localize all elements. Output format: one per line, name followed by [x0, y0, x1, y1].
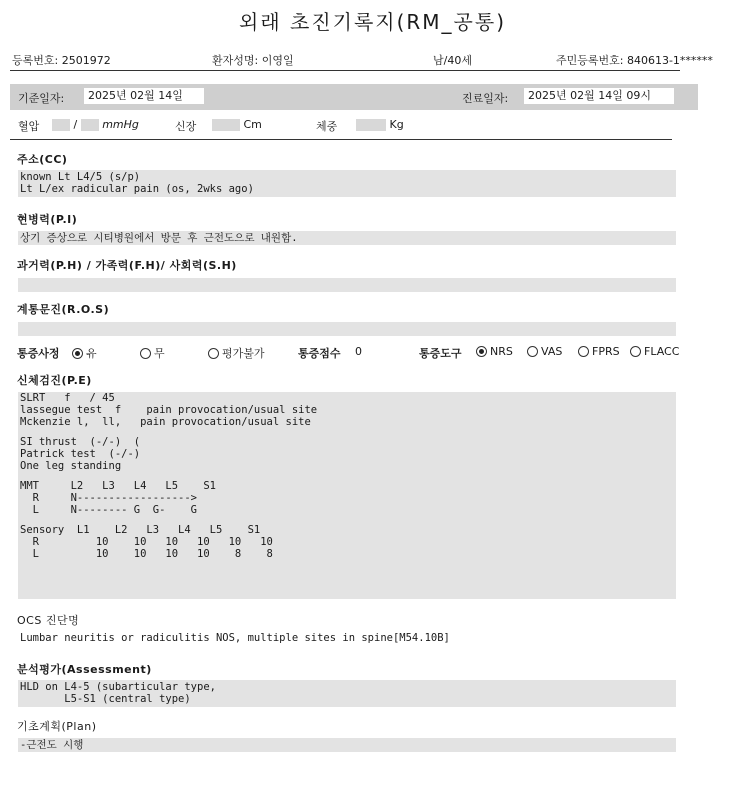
pe-line: MMT L2 L3 L4 L5 S1	[20, 480, 216, 492]
assessment-line-1: HLD on L4-5 (subarticular type,	[20, 681, 216, 693]
bp-unit: mmHg	[102, 118, 139, 131]
base-date-label: 기준일자:	[18, 92, 65, 105]
pain-option-unassessable[interactable]: 평가불가	[208, 345, 265, 361]
patient-name: 환자성명: 이영일	[212, 54, 294, 67]
height-field	[212, 118, 262, 131]
height-unit: Cm	[243, 118, 262, 131]
plan-box	[18, 738, 676, 752]
radio-unchecked-icon	[630, 346, 641, 357]
assessment-line-2: L5-S1 (central type)	[20, 693, 191, 705]
base-date-value: 2025년 02월 14일	[84, 88, 204, 104]
header-divider	[10, 70, 680, 71]
height-label: 신장	[175, 120, 197, 133]
vitals-divider	[10, 139, 672, 140]
radio-unchecked-icon	[140, 348, 151, 359]
pe-line: SI thrust (-/-) (	[20, 436, 141, 448]
pain-option-no[interactable]: 무	[140, 345, 165, 361]
pe-line: lassegue test f pain provocation/usual site	[20, 404, 318, 416]
visit-date-value: 2025년 02월 14일 09시	[524, 88, 674, 104]
pain-score-label: 통증점수	[298, 347, 341, 360]
blood-pressure-field	[52, 118, 139, 131]
pe-spacer	[20, 516, 317, 524]
pain-label: 통증사정	[17, 347, 60, 360]
pe-line: One leg standing	[20, 460, 122, 472]
pain-tool-fprs[interactable]: FPRS	[578, 345, 620, 358]
visit-date-label: 진료일자:	[462, 92, 509, 105]
page-title: 외래 초진기록지(RM_공통)	[239, 10, 506, 34]
pe-line: Mckenzie l, ll, pain provocation/usual site	[20, 416, 311, 428]
date-bar	[10, 84, 698, 110]
pe-line: R N------------------>	[20, 492, 198, 504]
registration-number: 등록번호: 2501972	[12, 54, 111, 67]
pain-score-value: 0	[355, 345, 362, 358]
history-box	[18, 278, 676, 292]
pe-line: Patrick test (-/-)	[20, 448, 141, 460]
ocs-text: Lumbar neuritis or radiculitis NOS, multiple sites in spine[M54.10B]	[20, 632, 450, 644]
pe-spacer	[20, 428, 317, 436]
pi-heading: 현병력(P.I)	[17, 213, 78, 226]
pain-tool-nrs[interactable]: NRS	[476, 345, 513, 358]
cc-heading: 주소(CC)	[17, 153, 68, 166]
cc-line-2: Lt L/ex radicular pain (os, 2wks ago)	[20, 183, 254, 195]
radio-checked-icon	[72, 348, 83, 359]
pain-tool-vas[interactable]: VAS	[527, 345, 562, 358]
plan-text: -근전도 시행	[20, 739, 84, 751]
pe-line: Sensory L1 L2 L3 L4 L5 S1	[20, 524, 261, 536]
pe-line: L N-------- G G- G	[20, 504, 198, 516]
cc-line-1: known Lt L4/5 (s/p)	[20, 171, 141, 183]
pain-option-yes[interactable]: 유	[72, 345, 97, 361]
radio-unchecked-icon	[578, 346, 589, 357]
sex-age: 남/40세	[433, 54, 472, 67]
bp-separator: /	[73, 118, 78, 131]
weight-label: 체중	[316, 120, 338, 133]
resident-number: 주민등록번호: 840613-1******	[556, 54, 713, 67]
ros-box	[18, 322, 676, 336]
pe-content	[20, 392, 317, 560]
pe-line: SLRT f / 45	[20, 392, 115, 404]
pain-tool-flacc[interactable]: FLACC	[630, 345, 679, 358]
pe-line: R 10 10 10 10 10 10	[20, 536, 273, 548]
ros-heading: 계통문진(R.O.S)	[17, 303, 110, 316]
blood-pressure-label: 혈압	[18, 120, 40, 133]
ocs-heading: OCS 진단명	[17, 614, 80, 627]
pi-text: 상기 증상으로 시티병원에서 방문 후 근전도으로 내원함.	[20, 232, 298, 244]
pe-line: L 10 10 10 10 8 8	[20, 548, 273, 560]
weight-field	[356, 118, 404, 131]
radio-unchecked-icon	[208, 348, 219, 359]
pain-tool-label: 통증도구	[419, 347, 462, 360]
pe-heading: 신체검진(P.E)	[17, 374, 92, 387]
radio-checked-icon	[476, 346, 487, 357]
pe-spacer	[20, 472, 317, 480]
history-heading: 과거력(P.H) / 가족력(F.H)/ 사회력(S.H)	[17, 259, 237, 272]
weight-unit: Kg	[389, 118, 404, 131]
radio-unchecked-icon	[527, 346, 538, 357]
assessment-heading: 분석평가(Assessment)	[17, 663, 152, 676]
plan-heading: 기초계획(Plan)	[17, 720, 97, 733]
